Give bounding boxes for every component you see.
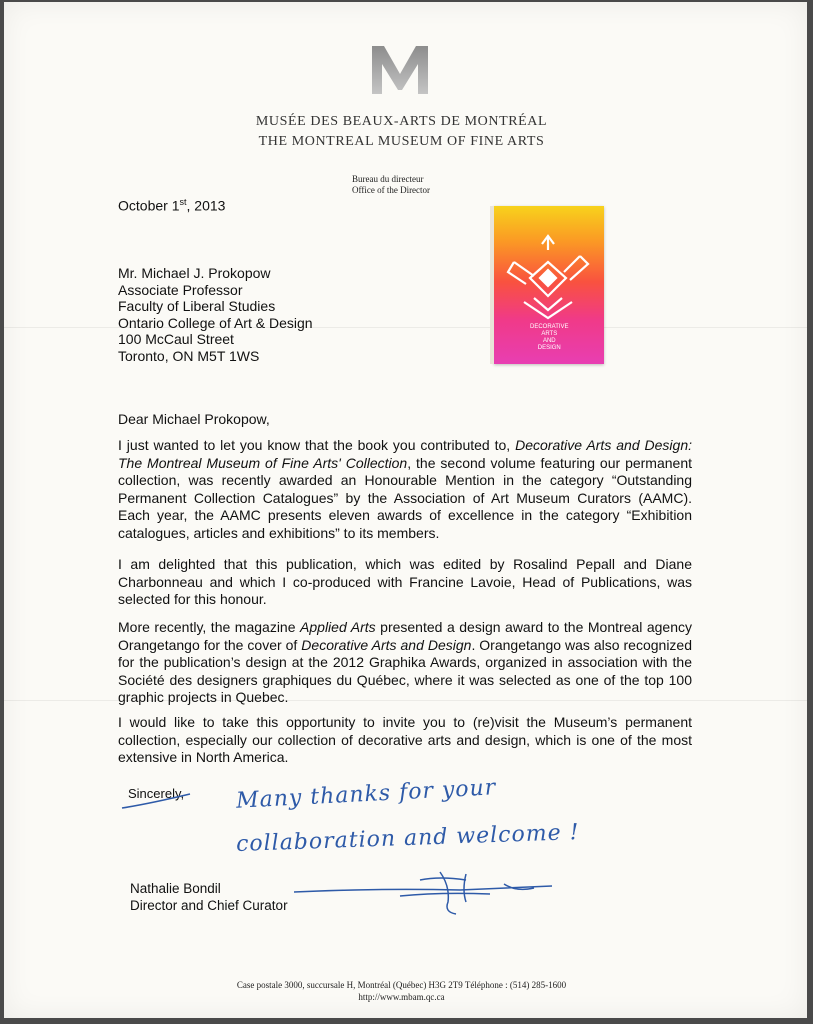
museum-name-en: THE MONTREAL MUSEUM OF FINE ARTS: [258, 134, 545, 149]
handwritten-signature: [290, 866, 560, 922]
closing: Sincerely,: [128, 786, 185, 801]
office-label-en: Office of the Director: [352, 185, 431, 195]
address-line: Faculty of Liberal Studies: [118, 298, 276, 314]
address-line: Ontario College of Art & Design: [118, 314, 313, 331]
handwritten-note-line-1: Many thanks for your: [235, 775, 497, 814]
museum-logo: [370, 44, 430, 96]
signatory-block: [130, 880, 288, 914]
footer-address: Case postale 3000, succursale H, Montréal (Québec) H3G 2T9 Téléphone : (514) 285-1600: [236, 980, 567, 990]
address-line: 100 McCaul Street: [118, 331, 234, 347]
body-paragraph-4: I would like to take this opportunity to invite you to (re)visit the Museum’s permanent collection, especially our collection of decorative arts and design, which is one of the most extensive in North America.: [118, 714, 692, 765]
address-line: Toronto, ON M5T 1WS: [118, 347, 260, 364]
body-paragraph-1: I just wanted to let you know that the book you contributed to, Decorative Arts and Design: The Montreal Museum of Fine Arts' Collection, the second volume featuring our permanent collection, was recently awarded an Honourable Mention in the category “Outstanding Permanent Collection Catalogues” by the Association of Art Museum Curators (AAMC). Each year, the AAMC presents eleven awards of excellence in the category “Exhibition catalogues, articles and exhibitions” to its members.: [118, 437, 692, 541]
office-label-fr: Bureau du directeur: [352, 174, 424, 184]
closing-strikethrough: [118, 790, 198, 814]
address-line: Associate Professor: [118, 281, 243, 298]
recipient-address: [118, 265, 313, 364]
museum-name-fr: MUSÉE DES BEAUX-ARTS DE MONTRÉAL: [255, 114, 548, 129]
signatory-name: Nathalie Bondil: [130, 881, 221, 896]
body-paragraph-3: More recently, the magazine Applied Arts presented a design award to the Montreal agency Orangetango for the cover of Decorative Arts and Design. Orangetango was also recognized for the publication’s design at the 2012 Graphika Awards, organized in association with the Société des designers graphiques du Québec, where it was selected as one of the top 100 graphic projects in Quebec.: [118, 619, 693, 705]
book-cover-image: [494, 206, 604, 364]
book-cover-title: DECORATIVE ARTS AND DESIGN: [530, 324, 569, 351]
signatory-title: Director and Chief Curator: [130, 898, 288, 913]
salutation: Dear Michael Prokopow,: [118, 411, 270, 427]
address-line: Mr. Michael J. Prokopow: [118, 265, 271, 281]
body-paragraph-2: I am delighted that this publication, which was edited by Rosalind Pepall and Diane Charbonneau and which I co-produced with Francine Lavoie, Head of Publications, was selected for this honour.: [118, 556, 692, 607]
letter-date: October 1st, 2013: [118, 197, 226, 214]
handwritten-note-line-2: collaboration and welcome !: [235, 820, 580, 857]
footer-url: http://www.mbam.qc.ca: [358, 992, 445, 1002]
teapot-icon: [494, 206, 604, 326]
